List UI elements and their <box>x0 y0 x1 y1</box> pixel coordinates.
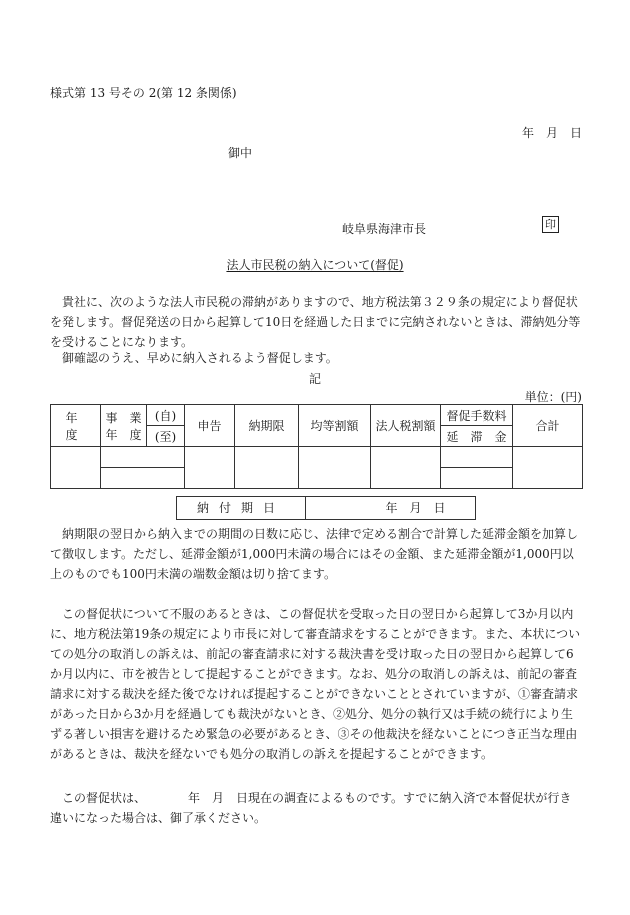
cell-tokusoku-fee <box>441 447 513 468</box>
body-paragraph-1: 貴社に、次のような法人市民税の滞納がありますので、地方税法第３２９条の規定により督促状を発します。督促発送の日から起算して10日を経過した日までに完納されないときは、滞納処分等を受けることになります。 <box>50 295 581 349</box>
body-paragraph-5: この督促状は、 年 月 日現在の調査によるものです。すでに納入済で本督促状が行き違いになった場合は、御了承ください。 <box>50 791 572 825</box>
document-title-text: 法人市民税の納入について(督促) <box>226 258 404 272</box>
header-total: 合計 <box>513 405 583 447</box>
header-entaikin: 延 滞 金 <box>441 426 513 447</box>
header-to: (至) <box>147 426 185 447</box>
cell-total <box>513 447 583 489</box>
unit-label: 単位：(円) <box>524 390 582 404</box>
due-date-value: 年 月 日 <box>385 501 446 515</box>
cell-hojinzeiwari <box>371 447 441 489</box>
header-jigyo-top: 事 業 <box>105 410 142 425</box>
cell-period-from <box>101 447 185 468</box>
cell-nendo <box>51 447 101 489</box>
seal-stamp: 印 <box>542 216 559 233</box>
header-from: (自) <box>147 405 185 426</box>
cell-nokigen <box>235 447 299 489</box>
header-tokusoku-fee: 督促手数料 <box>441 405 513 426</box>
due-date-label: 納付期日 <box>177 497 306 519</box>
header-nokigen: 納期限 <box>235 405 299 447</box>
cell-entaikin <box>441 468 513 489</box>
cell-shinkoku <box>185 447 235 489</box>
cell-kintowari <box>299 447 371 489</box>
due-date-box <box>176 496 476 520</box>
header-shinkoku: 申告 <box>185 405 235 447</box>
header-jigyo-nendo <box>101 405 147 447</box>
issuer-name: 岐阜県海津市長 <box>342 222 427 236</box>
body-paragraph-4: この督促状について不服のあるときは、この督促状を受取った日の翌日から起算して3か月以内に、地方税法第19条の規定により市長に対して審査請求をすることができます。また、本状についての処分の取消しの訴えは、前記の審査請求に対する裁決書を受け取った日の翌日から起算して6か月以内に、市を被告として提起することができます。なお、処分の取消しの訴えは、前記の審査請求に対する裁決を経た後でなければ提起することができないこととされていますが、①審査請求があった日から3か月を経過しても裁決がないとき、②処分、処分の執行又は手続の続行により生ずる著しい損害を避けるため緊急の必要があるとき、③その他裁決を経ないことにつき正当な理由があるときは、裁決を経ないでも処分の取消しの訴えを提起することができます。 <box>50 607 581 761</box>
recipient-suffix: 御中 <box>228 146 253 160</box>
ki-heading: 記 <box>308 372 321 386</box>
form-number: 様式第 13 号その 2(第 12 条関係) <box>50 86 237 100</box>
document-title <box>0 256 630 273</box>
body-paragraph-2: 御確認のうえ、早めに納入されるよう督促します。 <box>50 351 338 365</box>
cell-period-to <box>101 468 185 489</box>
header-hojinzeiwari: 法人税割額 <box>371 405 441 447</box>
tax-table <box>50 404 583 489</box>
header-nendo: 年 度 <box>51 405 101 447</box>
header-jigyo-bottom: 年 度 <box>105 427 142 442</box>
issue-date: 年 月 日 <box>521 126 582 140</box>
body-paragraph-3: 納期限の翌日から納入までの期間の日数に応じ、法律で定める割合で計算した延滞金額を加算して徴収します。ただし、延滞金額が1,000円未満の場合にはその金額、また延滞金額が1,000円以上のものでも100円未満の端数金額は切り捨てます。 <box>50 527 579 581</box>
header-kintowari: 均等割額 <box>299 405 371 447</box>
